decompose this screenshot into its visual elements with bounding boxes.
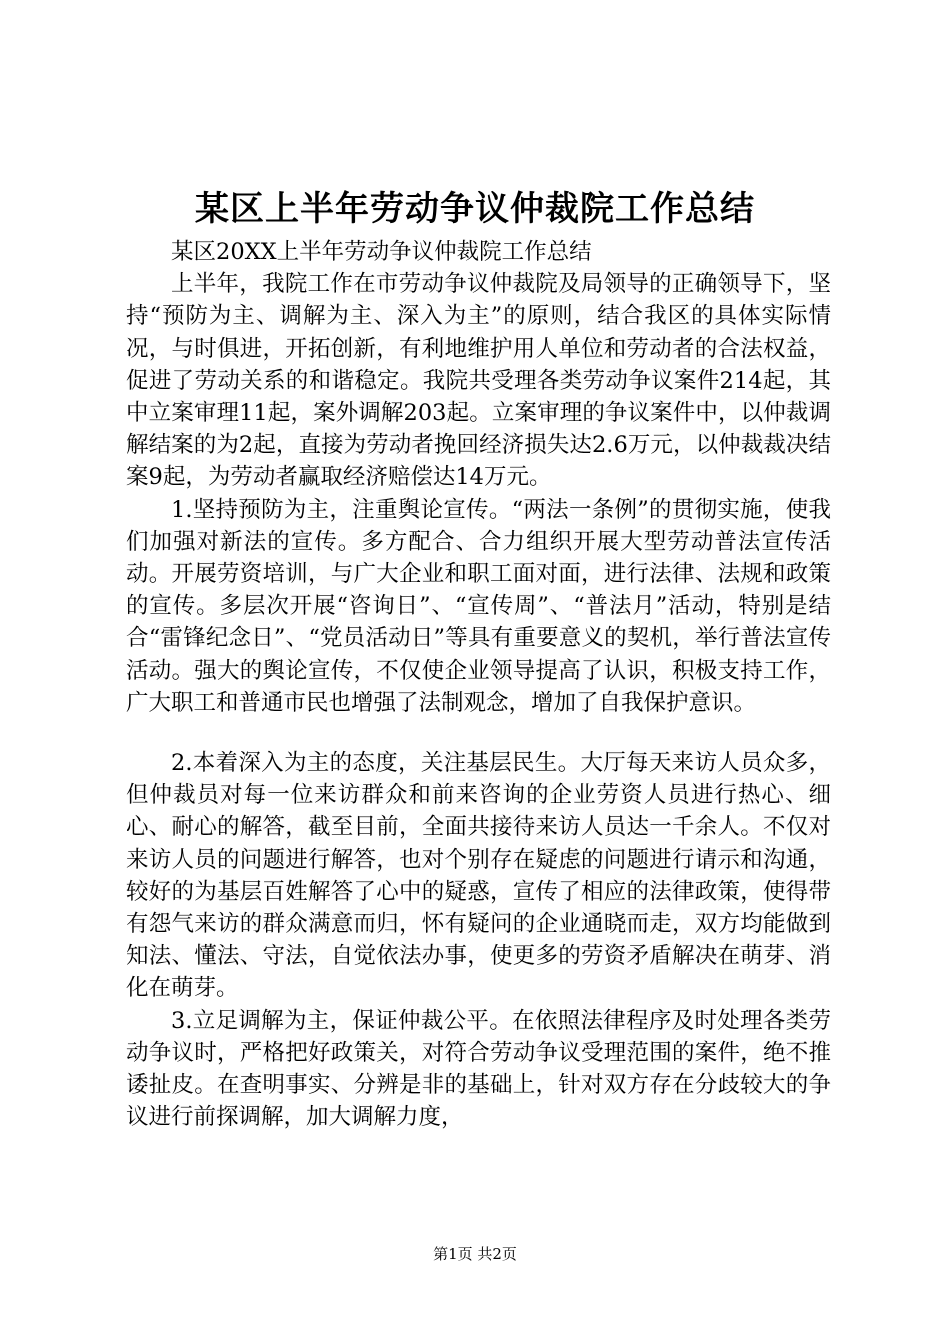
paragraph-item-3: 3.立足调解为主，保证仲裁公平。在依照法律程序及时处理各类劳动争议时，严格把好政策关，对符合劳动争议受理范围的案件，绝不推诿扯皮。在查明事实、分辨是非的基础上，针对双方存在分歧较大的争议进行前探调解，加大调解力度， [126,1007,831,1131]
document-subtitle: 某区20XX上半年劳动争议仲裁院工作总结 [171,239,592,265]
paragraph-item-1: 1.坚持预防为主，注重舆论宣传。“两法一条例”的贯彻实施，使我们加强对新法的宣传。多方配合、合力组织开展大型劳动普法宣传活动。开展劳资培训，与广大企业和职工面对面，进行法律、法规和政策的宣传。多层次开展“咨询日”、“宣传周”、“普法月”活动，特别是结合“雷锋纪念日”、“党员活动日”等具有重要意义的契机，举行普法宣传活动。强大的舆论宣传，不仅使企业领导提高了认识，积极支持工作，广大职工和普通市民也增强了法制观念，增加了自我保护意识。 [126,496,831,716]
document-body [126,236,831,1133]
document-title: 某区上半年劳动争议仲裁院工作总结 [195,189,755,229]
paragraph-spacer [126,719,831,747]
paragraph-item-2: 2.本着深入为主的态度，关注基层民生。大厅每天来访人员众多，但仲裁员对每一位来访群众和前来咨询的企业劳资人员进行热心、细心、耐心的解答，截至目前，全面共接待来访人员达一千余人。不仅对来访人员的问题进行解答，也对个别存在疑虑的问题进行请示和沟通，较好的为基层百姓解答了心中的疑惑，宣传了相应的法律政策，使得带有怨气来访的群众满意而归，怀有疑问的企业通晓而走，双方均能做到知法、懂法、守法，自觉依法办事，使更多的劳资矛盾解决在萌芽、消化在萌芽。 [126,750,831,1002]
paragraph-intro: 上半年，我院工作在市劳动争议仲裁院及局领导的正确领导下，坚持“预防为主、调解为主、深入为主”的原则，结合我区的具体实际情况，与时俱进，开拓创新，有利地维护用人单位和劳动者的合法权益，促进了劳动关系的和谐稳定。我院共受理各类劳动争议案件214起，其中立案审理11起，案外调解203起。立案审理的争议案件中，以仲裁调解结案的为2起，直接为劳动者挽回经济损失达2.6万元，以仲裁裁决结案9起，为劳动者赢取经济赔偿达14万元。 [126,271,831,491]
page-number: 第1页 共2页 [433,1245,517,1263]
